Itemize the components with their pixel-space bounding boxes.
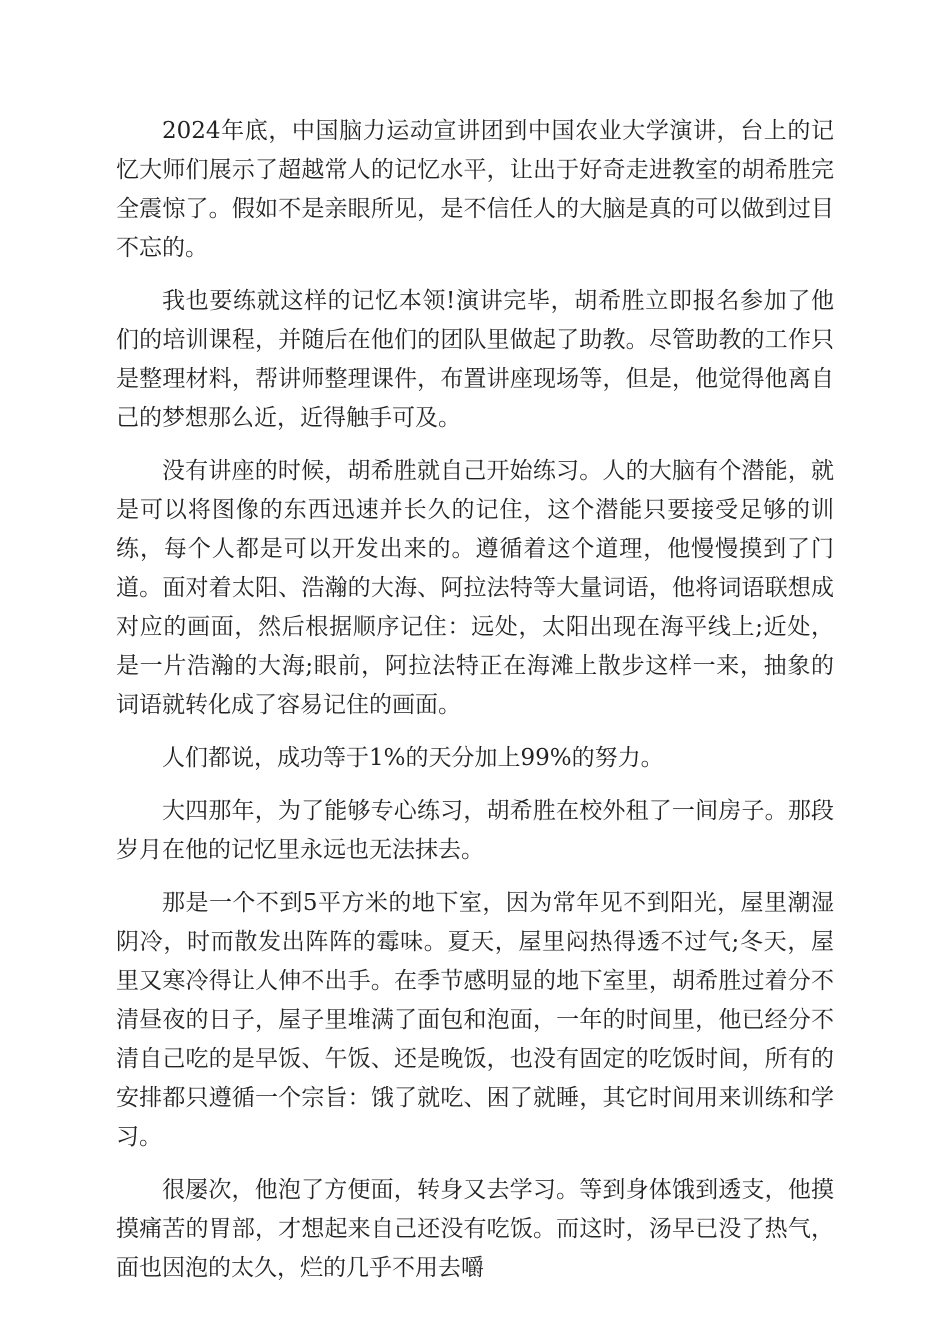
paragraph-7: 很屡次，他泡了方便面，转身又去学习。等到身体饿到透支，他摸摸痛苦的胃部，才想起来自己还没有吃饭。而这时，汤早已没了热气，面也因泡的太久，烂的几乎不用去嚼 <box>116 1177 834 1281</box>
paragraph-2: 我也要练就这样的记忆本领!演讲完毕，胡希胜立即报名参加了他们的培训课程，并随后在他们的团队里做起了助教。尽管助教的工作只是整理材料，帮讲师整理课件，布置讲座现场等，但是，他觉得他离自己的梦想那么近，近得触手可及。 <box>116 288 834 431</box>
paragraph-4: 人们都说，成功等于1%的天分加上99%的努力。 <box>162 745 664 771</box>
document-body <box>116 112 834 1302</box>
paragraph-1: 2024年底，中国脑力运动宣讲团到中国农业大学演讲，台上的记忆大师们展示了超越常人的记忆水平，让出于好奇走进教室的胡希胜完全震惊了。假如不是亲眼所见，是不信任人的大脑是真的可以做到过目不忘的。 <box>116 118 834 261</box>
paragraph-5: 大四那年，为了能够专心练习，胡希胜在校外租了一间房子。那段岁月在他的记忆里永远也无法抹去。 <box>116 798 834 863</box>
paragraph-6: 那是一个不到5平方米的地下室，因为常年见不到阳光，屋里潮湿阴冷，时而散发出阵阵的霉味。夏天，屋里闷热得透不过气;冬天，屋里又寒冷得让人伸不出手。在季节感明显的地下室里，胡希胜过着分不清昼夜的日子，屋子里堆满了面包和泡面，一年的时间里，他已经分不清自己吃的是早饭、午饭、还是晚饭，也没有固定的吃饭时间，所有的安排都只遵循一个宗旨：饿了就吃、困了就睡，其它时间用来训练和学习。 <box>116 890 834 1150</box>
paragraph-3: 没有讲座的时候，胡希胜就自己开始练习。人的大脑有个潜能，就是可以将图像的东西迅速并长久的记住，这个潜能只要接受足够的训练，每个人都是可以开发出来的。遵循着这个道理，他慢慢摸到了门道。面对着太阳、浩瀚的大海、阿拉法特等大量词语，他将词语联想成对应的画面，然后根据顺序记住：远处，太阳出现在海平线上;近处，是一片浩瀚的大海;眼前，阿拉法特正在海滩上散步这样一来，抽象的词语就转化成了容易记住的画面。 <box>116 458 834 718</box>
